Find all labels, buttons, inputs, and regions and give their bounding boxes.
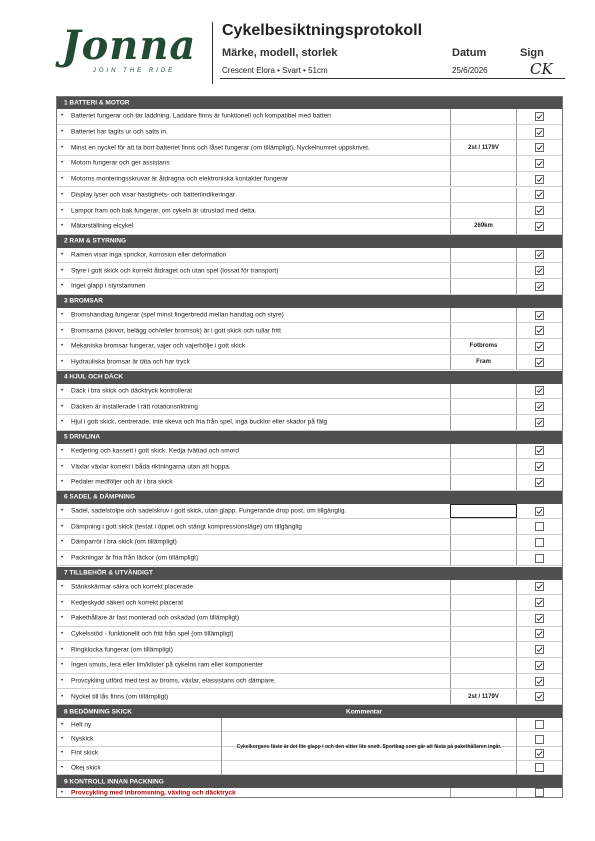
value-field[interactable] xyxy=(450,444,517,459)
empty-checkbox[interactable] xyxy=(535,735,544,744)
check-cell xyxy=(517,323,563,338)
value-field[interactable] xyxy=(450,580,517,595)
bullet-icon: • xyxy=(61,387,64,394)
check-cell xyxy=(517,263,563,278)
header-underline xyxy=(220,78,565,79)
check-cell xyxy=(517,203,563,218)
value-field[interactable] xyxy=(450,611,517,626)
bullet-icon: • xyxy=(61,583,64,590)
bullet-icon: • xyxy=(61,523,64,530)
checked-checkbox[interactable] xyxy=(535,342,544,351)
checklist-item-text: Minst en nyckel för att ta bort batteriet finns och låset fungerar (om tillämpligt). Nyckelnumret uppskrivet. xyxy=(71,144,370,152)
value-field[interactable] xyxy=(450,475,517,490)
check-cell xyxy=(517,627,563,642)
checklist-item-text: Styre i gott skick och korrekt åtdraget och utan spel (lossat för transport) xyxy=(71,267,279,275)
checklist-item-text: Hjul i gott skick, centrerade, inte skeva och fria från spel, inga bucklor eller skador på fälg xyxy=(71,418,328,426)
value-field[interactable] xyxy=(450,627,517,642)
value-field[interactable] xyxy=(450,308,517,323)
checked-checkbox[interactable] xyxy=(535,222,544,231)
check-cell xyxy=(517,172,563,187)
checklist-item-text: Ramen visar inga sprickor, korrosion eller deformation xyxy=(71,251,227,259)
bullet-icon: • xyxy=(61,419,64,426)
checklist-item-text: Motorns monteringsskruvar är åtdragna och elektroniska kontakter fungerar xyxy=(71,175,289,183)
checklist-item-text: Ringklocka fungerar (om tillämpligt) xyxy=(71,646,173,654)
checklist-item-text: Lampor fram och bak fungerar, om cykeln är utrustad med detta. xyxy=(71,207,257,215)
bullet-icon: • xyxy=(61,764,64,771)
checked-checkbox[interactable] xyxy=(535,128,544,137)
check-cell xyxy=(517,535,563,550)
checklist-item-text: Bromshandtag fungerar (spel minst fingerbredd mellan handtag och styre) xyxy=(71,311,284,319)
value-field[interactable] xyxy=(450,504,517,519)
check-cell xyxy=(517,384,563,399)
value-field[interactable] xyxy=(450,674,517,689)
checked-checkbox[interactable] xyxy=(535,358,544,367)
checklist-row xyxy=(56,519,563,535)
section-title: 9 KONTROLL INNAN PACKNING xyxy=(64,778,164,786)
checked-checkbox[interactable] xyxy=(535,462,544,471)
bullet-icon: • xyxy=(61,736,64,743)
bullet-icon: • xyxy=(61,750,64,757)
model-label: Märke, modell, storlek xyxy=(222,47,338,59)
value-field[interactable] xyxy=(450,109,517,124)
checklist-row xyxy=(56,384,563,400)
checklist-row xyxy=(56,551,563,567)
check-cell xyxy=(517,718,563,731)
checklist-item-text: Provcykling utförd med test av broms, växlar, elassistans och dämpare. xyxy=(71,677,276,685)
checklist-row xyxy=(56,595,563,611)
checked-checkbox[interactable] xyxy=(535,386,544,395)
checklist-row xyxy=(56,248,563,264)
checklist-item-text: Dämparrör i bra skick (om tillämpligt) xyxy=(71,538,177,546)
bullet-icon: • xyxy=(61,176,64,183)
checklist-row xyxy=(56,109,563,125)
checklist-row xyxy=(56,642,563,658)
check-cell xyxy=(517,674,563,689)
value-text: 2st / 1179V xyxy=(468,693,499,700)
section-header xyxy=(56,491,563,504)
section-header xyxy=(56,775,563,788)
check-cell xyxy=(517,761,563,774)
section-header xyxy=(56,567,563,580)
value-text: 2st / 1179V xyxy=(468,144,499,151)
checklist-row xyxy=(56,475,563,491)
bullet-icon: • xyxy=(61,789,64,796)
checklist-item-text: Mekaniska bromsar fungerar, vajer och vajerhölje i gott skick xyxy=(71,342,246,350)
bullet-icon: • xyxy=(61,615,64,622)
checklist-row xyxy=(56,535,563,551)
checklist-item-text: Batteriet fungerar och tar laddning. Laddare finns är funktionell och kompatibel med batteri xyxy=(71,112,331,120)
checklist-item-text: Kedjering och kassett i gott skick. Kedja tvättad och smord xyxy=(71,447,240,455)
checked-checkbox[interactable] xyxy=(535,749,544,758)
value-field[interactable] xyxy=(450,415,517,430)
checked-checkbox[interactable] xyxy=(535,507,544,516)
value-text: Fram xyxy=(476,359,491,366)
checked-checkbox[interactable] xyxy=(535,692,544,701)
section-title: 8 BEDÖMNING SKICK xyxy=(64,708,132,716)
check-cell xyxy=(517,140,563,155)
check-cell xyxy=(517,504,563,519)
checklist-item-text: Okej skick xyxy=(71,764,101,772)
bullet-icon: • xyxy=(61,646,64,653)
checked-checkbox[interactable] xyxy=(535,175,544,184)
checklist-row xyxy=(56,172,563,188)
checklist-item-text: Inget glapp i styrstammen xyxy=(71,282,146,290)
bullet-icon: • xyxy=(61,678,64,685)
checked-checkbox[interactable] xyxy=(535,446,544,455)
value-text: Fotbroms xyxy=(469,343,498,350)
section-title: 1 BATTERI & MOTOR xyxy=(64,99,130,106)
check-cell xyxy=(517,747,563,760)
bullet-icon: • xyxy=(61,251,64,258)
checked-checkbox[interactable] xyxy=(535,190,544,199)
section-title: 5 DRIVLINA xyxy=(64,433,101,441)
signature: CK xyxy=(530,60,553,78)
bullet-icon: • xyxy=(61,508,64,515)
value-field[interactable] xyxy=(450,203,517,218)
checklist-row xyxy=(56,658,563,674)
checked-checkbox[interactable] xyxy=(535,677,544,686)
checklist-item-text: Dämpning i gott skick (testat i öppet och stängt kompressionsläge) om tillgänglig xyxy=(71,523,302,531)
logo-tagline: JOIN THE RIDE xyxy=(92,68,176,74)
checklist-row xyxy=(56,689,563,705)
checked-checkbox[interactable] xyxy=(535,282,544,291)
checklist-item-text: Däck i bra skick och däcktryck kontrollerat xyxy=(71,387,193,395)
section-header xyxy=(56,371,563,384)
bullet-icon: • xyxy=(61,191,64,198)
bullet-icon: • xyxy=(61,662,64,669)
bullet-icon: • xyxy=(61,539,64,546)
value-field[interactable] xyxy=(450,519,517,534)
bullet-icon: • xyxy=(61,283,64,290)
check-cell xyxy=(517,611,563,626)
bullet-icon: • xyxy=(61,144,64,151)
checklist-item-text: Nyskick xyxy=(71,735,94,743)
value-field[interactable] xyxy=(450,323,517,338)
checklist-item-text: Ingen smuts, lera eller lim/klister på cykelns ram eller komponenter xyxy=(71,661,264,669)
value-field[interactable] xyxy=(450,535,517,550)
checklist-row xyxy=(56,279,563,295)
value-field[interactable] xyxy=(450,658,517,673)
checked-checkbox[interactable] xyxy=(535,478,544,487)
bullet-icon: • xyxy=(61,359,64,366)
check-cell xyxy=(517,519,563,534)
value-field[interactable] xyxy=(450,399,517,414)
check-cell xyxy=(517,415,563,430)
section-header xyxy=(56,295,563,308)
checklist-item-text: Hydrauliska bromsar är täta och har tryck xyxy=(71,358,190,366)
check-cell xyxy=(517,658,563,673)
check-cell xyxy=(517,642,563,657)
section-header xyxy=(56,96,563,109)
section-title: 7 TILLBEHÖR & UTVÄNDIGT xyxy=(64,569,153,577)
value-field[interactable] xyxy=(450,188,517,203)
bullet-icon: • xyxy=(61,223,64,230)
checklist-row xyxy=(56,674,563,690)
comment-header: Kommentar xyxy=(346,708,383,716)
bullet-icon: • xyxy=(61,343,64,350)
section-title: 2 RAM & STYRNING xyxy=(64,237,127,245)
section-title: 6 SADEL & DÄMPNING xyxy=(64,493,136,501)
checked-checkbox[interactable] xyxy=(535,311,544,320)
checklist-item-text: Motorn fungerar och ger assistans xyxy=(71,159,170,167)
checklist-row xyxy=(56,580,563,596)
bullet-icon: • xyxy=(61,693,64,700)
checklist-item-text: Cykelsstöd - funktionellt och fritt från spel (om tillämpligt) xyxy=(71,630,234,638)
value-field[interactable] xyxy=(450,156,517,171)
empty-checkbox[interactable] xyxy=(535,522,544,531)
date-value: 25/6/2026 xyxy=(452,66,488,75)
value-field[interactable] xyxy=(450,125,517,140)
bullet-icon: • xyxy=(61,129,64,136)
value-field[interactable] xyxy=(450,459,517,474)
bullet-icon: • xyxy=(61,403,64,410)
value-field[interactable] xyxy=(450,140,517,155)
checklist-row xyxy=(56,459,563,475)
checklist-item-text: Pakethållare är fast monterad och oskadad (om tillämpligt) xyxy=(71,614,239,622)
header-divider xyxy=(212,22,213,84)
check-cell xyxy=(517,788,563,797)
check-cell xyxy=(517,399,563,414)
bullet-icon: • xyxy=(61,267,64,274)
empty-checkbox[interactable] xyxy=(535,763,544,772)
bullet-icon: • xyxy=(61,327,64,334)
checklist-item-text: Bromsarna (skivor, belägg och/eller bromsok) är i gott skick och rullar fritt xyxy=(71,327,281,335)
date-label: Datum xyxy=(452,47,487,59)
bullet-icon: • xyxy=(61,599,64,606)
checklist-item-text: Packningar är fria från läckor (om tillämpligt) xyxy=(71,554,199,562)
value-field[interactable] xyxy=(450,595,517,610)
checklist-row xyxy=(56,219,563,235)
checklist-item-text: Nyckel till lås finns (om tillämpligt) xyxy=(71,693,169,701)
checked-checkbox[interactable] xyxy=(535,402,544,411)
value-field[interactable] xyxy=(450,172,517,187)
bullet-icon: • xyxy=(61,721,64,728)
empty-checkbox[interactable] xyxy=(535,788,544,797)
section-header xyxy=(56,431,563,444)
value-field[interactable] xyxy=(450,279,517,294)
bullet-icon: • xyxy=(61,555,64,562)
check-cell xyxy=(517,355,563,370)
brand-logo xyxy=(54,22,204,82)
check-cell xyxy=(517,188,563,203)
sign-label: Sign xyxy=(520,47,544,59)
checklist-item-text: Helt ny xyxy=(71,721,92,729)
checklist-row xyxy=(56,355,563,371)
value-field[interactable] xyxy=(450,689,517,704)
checklist-item-text: Stänkskärmar säkra och korrekt placerade xyxy=(71,583,194,591)
checked-checkbox[interactable] xyxy=(535,112,544,121)
checked-checkbox[interactable] xyxy=(535,159,544,168)
checklist-row xyxy=(56,125,563,141)
value-text: 269km xyxy=(474,223,493,230)
checked-checkbox[interactable] xyxy=(535,266,544,275)
section-title: 4 HJUL OCH DÄCK xyxy=(64,373,124,381)
check-cell xyxy=(517,279,563,294)
checklist-row xyxy=(56,444,563,460)
check-cell xyxy=(517,219,563,234)
checklist-item-text: Pedaler medföljer och är i bra skick xyxy=(71,478,173,486)
checklist-row xyxy=(56,627,563,643)
empty-checkbox[interactable] xyxy=(535,554,544,563)
empty-checkbox[interactable] xyxy=(535,720,544,729)
check-cell xyxy=(517,595,563,610)
section-header xyxy=(56,235,563,248)
checklist-item-text: Växlar växlar korrekt i båda riktningarna utan att hoppa. xyxy=(71,463,231,471)
checklist-row xyxy=(56,399,563,415)
bullet-icon: • xyxy=(61,312,64,319)
check-cell xyxy=(517,689,563,704)
checked-checkbox[interactable] xyxy=(535,661,544,670)
bullet-icon: • xyxy=(61,160,64,167)
check-cell xyxy=(517,109,563,124)
value-field[interactable] xyxy=(450,339,517,354)
check-cell xyxy=(517,156,563,171)
packing-check-row xyxy=(56,788,563,798)
check-cell xyxy=(517,551,563,566)
value-field[interactable] xyxy=(450,355,517,370)
checked-checkbox[interactable] xyxy=(535,250,544,259)
checklist-row xyxy=(56,415,563,431)
checklist-row xyxy=(56,188,563,204)
checked-checkbox[interactable] xyxy=(535,614,544,623)
checked-checkbox[interactable] xyxy=(535,629,544,638)
value-field[interactable] xyxy=(450,384,517,399)
check-cell xyxy=(517,308,563,323)
checked-checkbox[interactable] xyxy=(535,418,544,427)
checked-checkbox[interactable] xyxy=(535,582,544,591)
checklist-row xyxy=(56,339,563,355)
empty-checkbox[interactable] xyxy=(535,538,544,547)
bullet-icon: • xyxy=(61,207,64,214)
value-field[interactable] xyxy=(450,248,517,263)
checklist-item-text: Kedjeskydd säkert och korrekt placerat xyxy=(71,599,183,607)
check-cell xyxy=(517,475,563,490)
checklist-row xyxy=(56,504,563,520)
checklist-row xyxy=(56,263,563,279)
check-cell xyxy=(517,459,563,474)
checklist-item-text: Mätarställning elcykel xyxy=(71,222,134,230)
checked-checkbox[interactable] xyxy=(535,206,544,215)
checked-checkbox[interactable] xyxy=(535,326,544,335)
document-header xyxy=(0,0,595,95)
checklist-item-text: Provcykling med inbromsning, växling och däcktryck xyxy=(71,789,236,797)
checklist-row xyxy=(56,308,563,324)
comment-text: Cykelkorgens fäste är det lite glapp i och den sitter lite snett. Sportbag som går att fästa på pakethållaren ingår. xyxy=(236,743,502,750)
model-value: Crescent Elora • Svart • 51cm xyxy=(222,66,328,75)
check-cell xyxy=(517,732,563,745)
checklist-row xyxy=(56,323,563,339)
check-cell xyxy=(517,248,563,263)
inspection-table xyxy=(56,96,563,829)
logo-wordmark: Jonna xyxy=(61,22,197,69)
checklist-row xyxy=(56,203,563,219)
section-header xyxy=(56,705,563,718)
value-field[interactable] xyxy=(450,788,517,797)
checklist-row xyxy=(56,140,563,156)
checklist-item-text: Fint skick xyxy=(71,749,99,757)
checklist-item-text: Sadel, sadelstolpe och sadelskruv i gott skick, utan glapp. Fungerande drop post, om tillgänglig. xyxy=(71,507,347,515)
check-cell xyxy=(517,339,563,354)
checked-checkbox[interactable] xyxy=(535,598,544,607)
checklist-item-text: Batteriet har tagits ur och satts in. xyxy=(71,128,168,136)
value-field[interactable] xyxy=(450,219,517,234)
checked-checkbox[interactable] xyxy=(535,143,544,152)
bullet-icon: • xyxy=(61,630,64,637)
check-cell xyxy=(517,580,563,595)
checklist-row xyxy=(56,156,563,172)
bullet-icon: • xyxy=(61,479,64,486)
checked-checkbox[interactable] xyxy=(535,645,544,654)
bullet-icon: • xyxy=(61,463,64,470)
bullet-icon: • xyxy=(61,447,64,454)
value-field[interactable] xyxy=(450,263,517,278)
checklist-item-text: Däcken är installerade i rätt rotationsriktning xyxy=(71,403,198,411)
bullet-icon: • xyxy=(61,113,64,120)
section-title: 3 BROMSAR xyxy=(64,297,104,305)
checklist-item-text: Display lyser och visar hastighets- och batteriindikeringar xyxy=(71,191,236,199)
comment-field[interactable] xyxy=(221,718,517,775)
value-field[interactable] xyxy=(450,642,517,657)
value-field[interactable] xyxy=(450,551,517,566)
document-title: Cykelbesiktningsprotokoll xyxy=(222,22,423,39)
check-cell xyxy=(517,125,563,140)
check-cell xyxy=(517,444,563,459)
checklist-row xyxy=(56,611,563,627)
